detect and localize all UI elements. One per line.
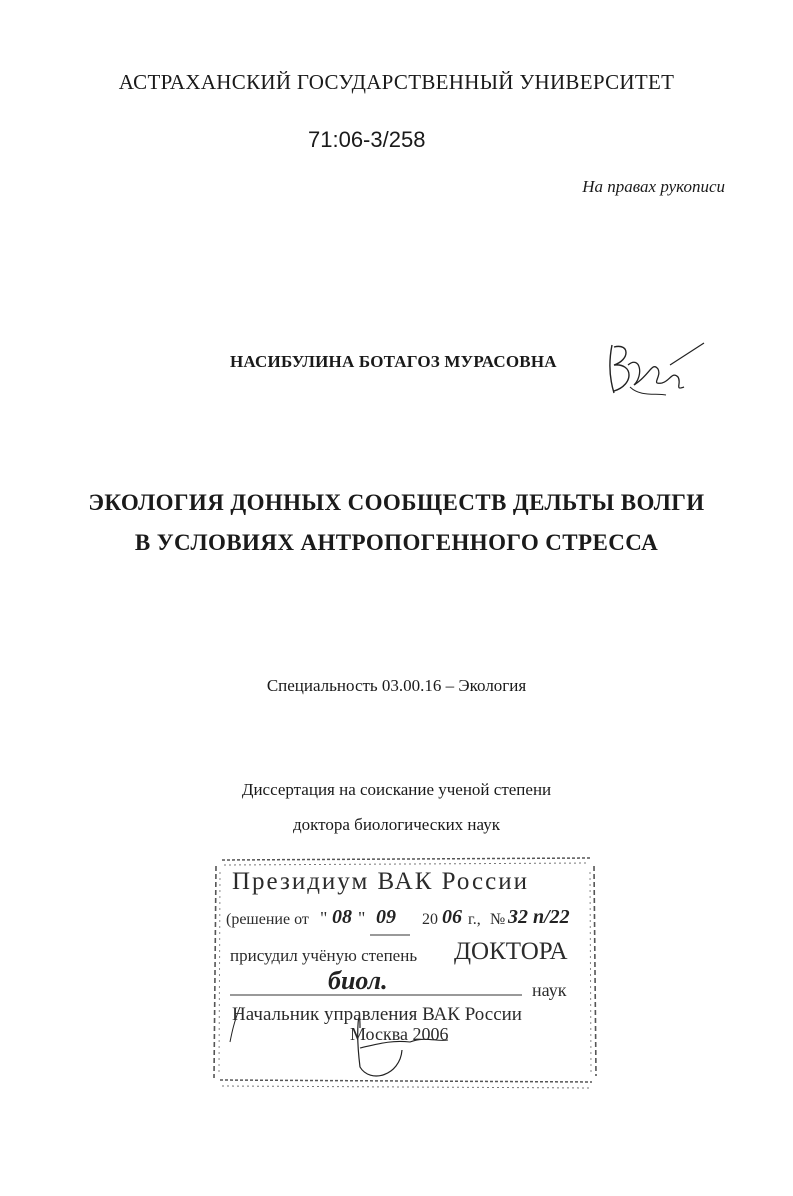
stamp-decision-number: 32 п/22: [508, 906, 570, 928]
dissertation-degree-line-2: доктора биологических наук: [293, 815, 500, 834]
stamp-decision-year-prefix: 20: [422, 911, 438, 928]
stamp-head-title: Начальник управления ВАК России: [232, 1004, 522, 1025]
stamp-decision-year-hand: 06: [442, 906, 462, 928]
stamp-decision-month: 09: [376, 906, 396, 928]
stamp-decision-year-suffix: г.,: [468, 911, 481, 928]
dissertation-title-line-2: В УСЛОВИЯХ АНТРОПОГЕННОГО СТРЕССА: [134, 530, 659, 555]
dissertation-degree-line-1: Диссертация на соискание ученой степени: [241, 780, 552, 799]
stamp-header: Президиум ВАК России: [232, 868, 529, 895]
stamp-number-label: №: [490, 911, 506, 928]
university-name: АСТРАХАНСКИЙ ГОСУДАРСТВЕННЫЙ УНИВЕРСИТЕТ: [118, 70, 675, 94]
stamp-sciences: наук: [532, 980, 567, 1000]
stamp-quote-open: ": [320, 908, 328, 928]
rights-note: На правах рукописи: [582, 177, 725, 196]
stamp-decision-day: 08: [332, 906, 352, 928]
stamp-degree: ДОКТОРА: [454, 938, 568, 965]
vak-stamp: [210, 852, 600, 1092]
author-name: НАСИБУЛИНА БОТАГОЗ МУРАСОВНА: [230, 352, 557, 371]
dissertation-title-line-1: ЭКОЛОГИЯ ДОННЫХ СООБЩЕСТВ ДЕЛЬТЫ ВОЛГИ: [88, 490, 705, 515]
specialty-line: Специальность 03.00.16 – Экология: [266, 676, 527, 695]
stamp-field-hand: биол.: [328, 966, 388, 995]
stamp-city-year: Москва 2006: [350, 1024, 449, 1044]
author-signature: [600, 335, 710, 405]
stamp-awarded-text: присудил учёную степень: [230, 946, 418, 965]
stamp-decision-prefix: (решение от: [226, 911, 309, 928]
catalog-number: 71:06-3/258: [308, 127, 426, 152]
stamp-quote-close: ": [358, 908, 366, 928]
